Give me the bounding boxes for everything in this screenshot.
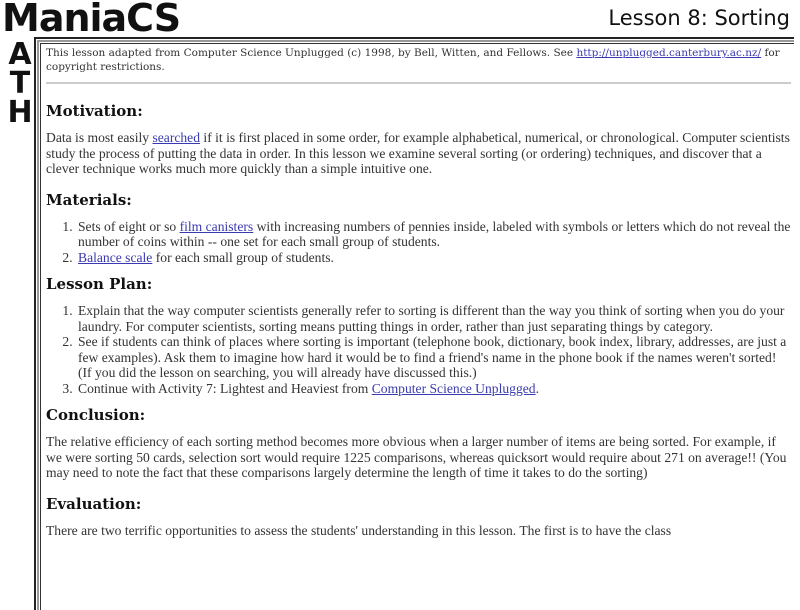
logo-letter: H <box>7 95 33 130</box>
site-logo-vertical <box>6 37 34 130</box>
site-logo: ManiaCS <box>2 0 181 40</box>
list-item <box>76 381 791 397</box>
divider <box>46 82 791 84</box>
list-item: 2. See if students can think of places where sorting is important (telephone book, dictionary, book index, library, addresses, are just a few examples). Ask them to imagine how hard it would be to find a friend's name in the phone book if the names weren't sorted! (If you did the lesson on searching, you will already have discussed this.) <box>76 334 791 381</box>
text: Data is most easily <box>46 130 153 145</box>
balance-scale-link[interactable]: Balance scale <box>78 249 153 265</box>
text: with increasing numbers of pennies inside, labeled with symbols or letters which do not reveal the number of coins within -- one set for each small group of students. <box>78 218 791 249</box>
film-canisters-link[interactable]: film canisters <box>179 218 254 234</box>
text: Sets of eight or so <box>78 218 180 234</box>
materials-heading: Materials: <box>46 190 132 209</box>
list-item <box>76 250 791 266</box>
text: . <box>535 380 539 396</box>
motivation-text <box>46 130 791 177</box>
credit-text: This lesson adapted from Computer Science Unplugged (c) 1998, by Bell, Witten, and Fellows. See <box>46 47 577 59</box>
logo-letter: T <box>9 66 31 101</box>
credit-text-end: for copyright restrictions. <box>46 47 780 73</box>
cs-unplugged-link[interactable]: Computer Science Unplugged <box>371 380 536 396</box>
list-item <box>76 219 791 250</box>
evaluation-heading: Evaluation: <box>46 494 142 513</box>
searched-link[interactable]: searched <box>152 130 201 145</box>
conclusion-heading: Conclusion: <box>46 406 146 424</box>
unplugged-link[interactable]: http://unplugged.canterbury.ac.nz/ <box>576 47 762 59</box>
motivation-heading: Motivation: <box>46 102 143 120</box>
text: Continue with Activity 7: Lightest and Heaviest from <box>78 380 372 396</box>
lesson-title: Lesson 8: Sorting <box>608 6 790 30</box>
lesson-plan-heading: Lesson Plan: <box>46 275 153 293</box>
text: if it is first placed in some order, for example alphabetical, numerical, or chronological. Computer scientists study the process of putting the data in order. In this lesson we examine several sorting (or ordering) techniques, and discover that a clever technique works much more quickly than a simple intuitive one. <box>46 130 790 176</box>
evaluation-text: There are two terrific opportunities to assess the students' understanding in this lesson. The first is to have the class <box>46 522 672 538</box>
list-item: 1. Explain that the way computer scientists generally refer to sorting is different than the way you think of sorting when you do your laundry. For computer scientists, sorting means putting things in order, rather than just separating things by category. <box>76 303 791 334</box>
logo-letter: A <box>8 37 32 72</box>
conclusion-text: The relative efficiency of each sorting method becomes more obvious when a larger number of items are being sorted. For example, if we were sorting 50 cards, selection sort would require 1225 comparisons, whereas quicksort would require about 271 on average!! (You may need to note the fact that these comparisons largely determine the length of time it takes to do the sorting) <box>46 434 787 480</box>
materials-list <box>46 219 791 266</box>
text: for each small group of students. <box>152 249 334 265</box>
lesson-plan-list <box>46 303 791 396</box>
credit-notice <box>46 46 791 74</box>
lesson-content <box>46 46 791 552</box>
